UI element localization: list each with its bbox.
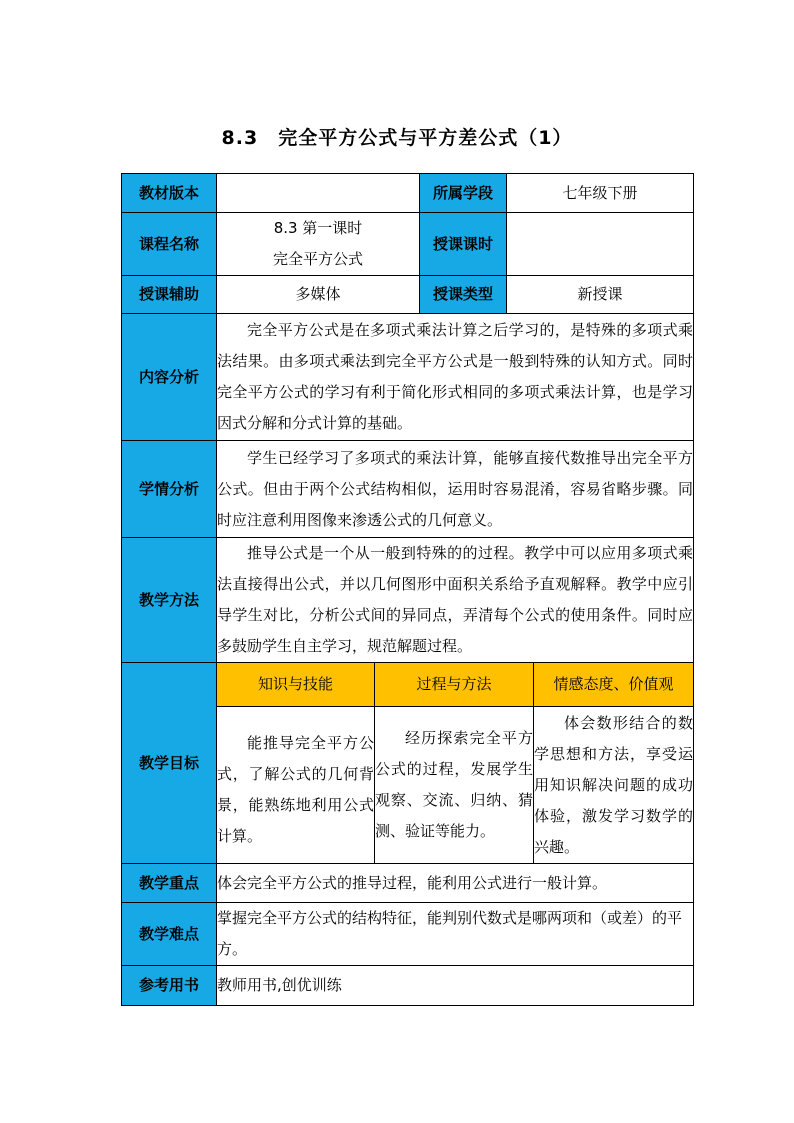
lesson-plan-table: [121, 173, 694, 1006]
course-label: 课程名称: [122, 213, 217, 276]
type-value: 新授课: [507, 276, 694, 314]
goal-header-attitude: 情感态度、价值观: [534, 663, 694, 707]
reference-books: 教师用书,创优训练: [217, 966, 694, 1006]
goals-label: 教学目标: [122, 663, 217, 864]
row-textbook: [122, 174, 694, 213]
goal-header-process: 过程与方法: [375, 663, 534, 707]
row-course: [122, 213, 694, 276]
goal-process-text: 经历探索完全平方公式的过程，发展学生观察、交流、归纳、猜测、验证等能力。: [375, 729, 533, 840]
goal-attitude: [534, 707, 694, 864]
row-key: [122, 864, 694, 903]
row-content: [122, 314, 694, 441]
goal-knowledge-text: 能推导完全平方公式，了解公式的几何背景，能熟练地利用公式计算。: [217, 734, 374, 845]
document-title: 8.3 完全平方公式与平方差公式（1）: [221, 127, 573, 149]
hours-value: [507, 213, 694, 276]
row-aid: [122, 276, 694, 314]
course-line-2: 完全平方公式: [272, 250, 363, 268]
row-difficult: [122, 903, 694, 966]
goal-process: [375, 707, 534, 864]
difficult-label: 教学难点: [122, 903, 217, 966]
student-analysis: [217, 441, 694, 538]
goal-attitude-text: 体会数形结合的数学思想和方法，享受运用知识解决问题的成功体验，激发学习数学的兴趣。: [534, 713, 694, 856]
row-student: [122, 441, 694, 538]
content-text: 完全平方公式是在多项式乘法计算之后学习的，是特殊的多项式乘法结果。由多项式乘法到完全平方公式是一般到特殊的认知方式。同时完全平方公式的学习有利于简化形式相同的多项式乘法计算，也是学习因式分解和分式计算的基础。: [217, 321, 694, 432]
stage-label: 所属学段: [420, 174, 507, 213]
student-label: 学情分析: [122, 441, 217, 538]
textbook-value: [217, 174, 420, 213]
goal-header-knowledge: 知识与技能: [217, 663, 375, 707]
row-reference: [122, 966, 694, 1006]
aid-label: 授课辅助: [122, 276, 217, 314]
stage-value: 七年级下册: [507, 174, 694, 213]
hours-label: 授课课时: [420, 213, 507, 276]
goal-knowledge: [217, 707, 375, 864]
key-point: 体会完全平方公式的推导过程，能利用公式进行一般计算。: [217, 864, 694, 903]
key-label: 教学重点: [122, 864, 217, 903]
course-value: [217, 213, 420, 276]
method-label: 教学方法: [122, 538, 217, 663]
ref-label: 参考用书: [122, 966, 217, 1006]
teaching-method: [217, 538, 694, 663]
row-goal-headers: [122, 663, 694, 707]
student-text: 学生已经学习了多项式的乘法计算，能够直接代数推导出完全平方公式。但由于两个公式结构相似，运用时容易混淆，容易省略步骤。同时应注意利用图像来渗透公式的几何意义。: [217, 448, 694, 529]
course-line-1: 8.3 第一课时: [273, 219, 363, 237]
method-text: 推导公式是一个从一般到特殊的的过程。教学中可以应用多项式乘法直接得出公式，并以几何图形中面积关系给予直观解释。教学中应引导学生对比，分析公式间的异同点，弄清每个公式的使用条件。同时应多鼓励学生自主学习，规范解题过程。: [217, 544, 694, 655]
difficult-point: 掌握完全平方公式的结构特征，能判别代数式是哪两项和（或差）的平方。: [217, 903, 694, 966]
content-analysis: [217, 314, 694, 441]
aid-value: 多媒体: [217, 276, 420, 314]
type-label: 授课类型: [420, 276, 507, 314]
row-method: [122, 538, 694, 663]
textbook-label: 教材版本: [122, 174, 217, 213]
content-label: 内容分析: [122, 314, 217, 441]
